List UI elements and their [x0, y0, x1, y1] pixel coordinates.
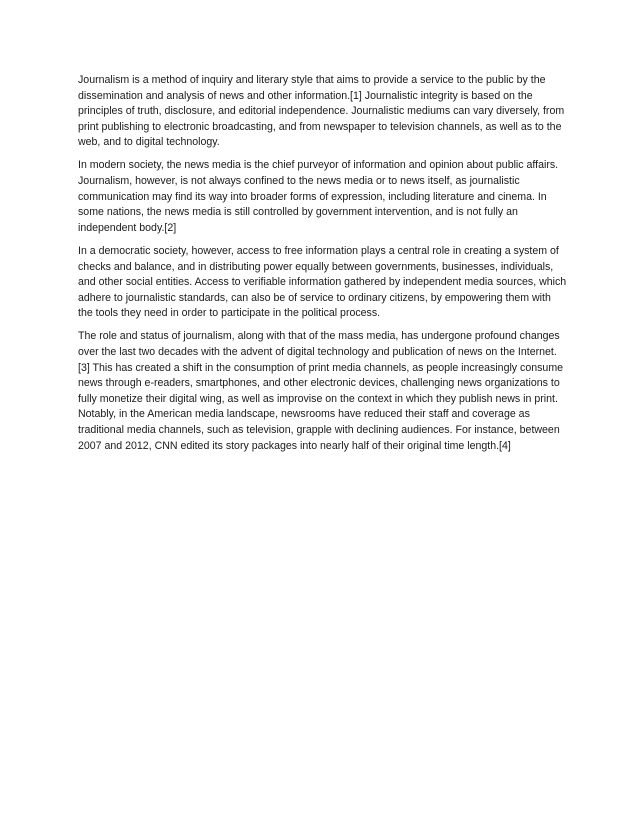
paragraph-1: Journalism is a method of inquiry and literary style that aims to provide a service to the public by the dissemination and analysis of news and other information.[1] Journalistic integrity is based on the principles of truth, disclosure, and editorial independence. Journalistic mediums can vary diversely, from print publishing to electronic broadcasting, and from newspaper to television channels, as well as to the web, and to digital technology. — [78, 74, 565, 149]
document-body — [78, 73, 568, 462]
paragraph-3: In a democratic society, however, access to free information plays a central role in creating a system of checks and balance, and in distributing power equally between governments, businesses, individuals, and other social entities. Access to verifiable information gathered by independent media sources, which adhere to journalistic standards, can also be of service to ordinary citizens, by empowering them with the tools they need in order to participate in the political process. — [78, 244, 567, 320]
paragraph-4: The role and status of journalism, along with that of the mass media, has undergone profound changes over the last two decades with the advent of digital technology and publication of news on the Internet.[3] This has created a shift in the consumption of print media channels, as people increasingly consume news through e-readers, smartphones, and other electronic devices, challenging news organizations to fully monetize their digital wing, as well as improvise on the context in which they publish news in print. Notably, in the American media landscape, newsrooms have reduced their staff and coverage as traditional media channels, such as television, grapple with declining audiences. For instance, between 2007 and 2012, CNN edited its story packages into nearly half of their original time length.[4] — [78, 330, 564, 452]
paragraph-2: In modern society, the news media is the chief purveyor of information and opinion about public affairs. Journalism, however, is not always confined to the news media or to news itself, as journalistic communication may find its way into broader forms of expression, including literature and cinema. In some nations, the news media is still controlled by government intervention, and is not fully an independent body.[2] — [78, 159, 559, 234]
